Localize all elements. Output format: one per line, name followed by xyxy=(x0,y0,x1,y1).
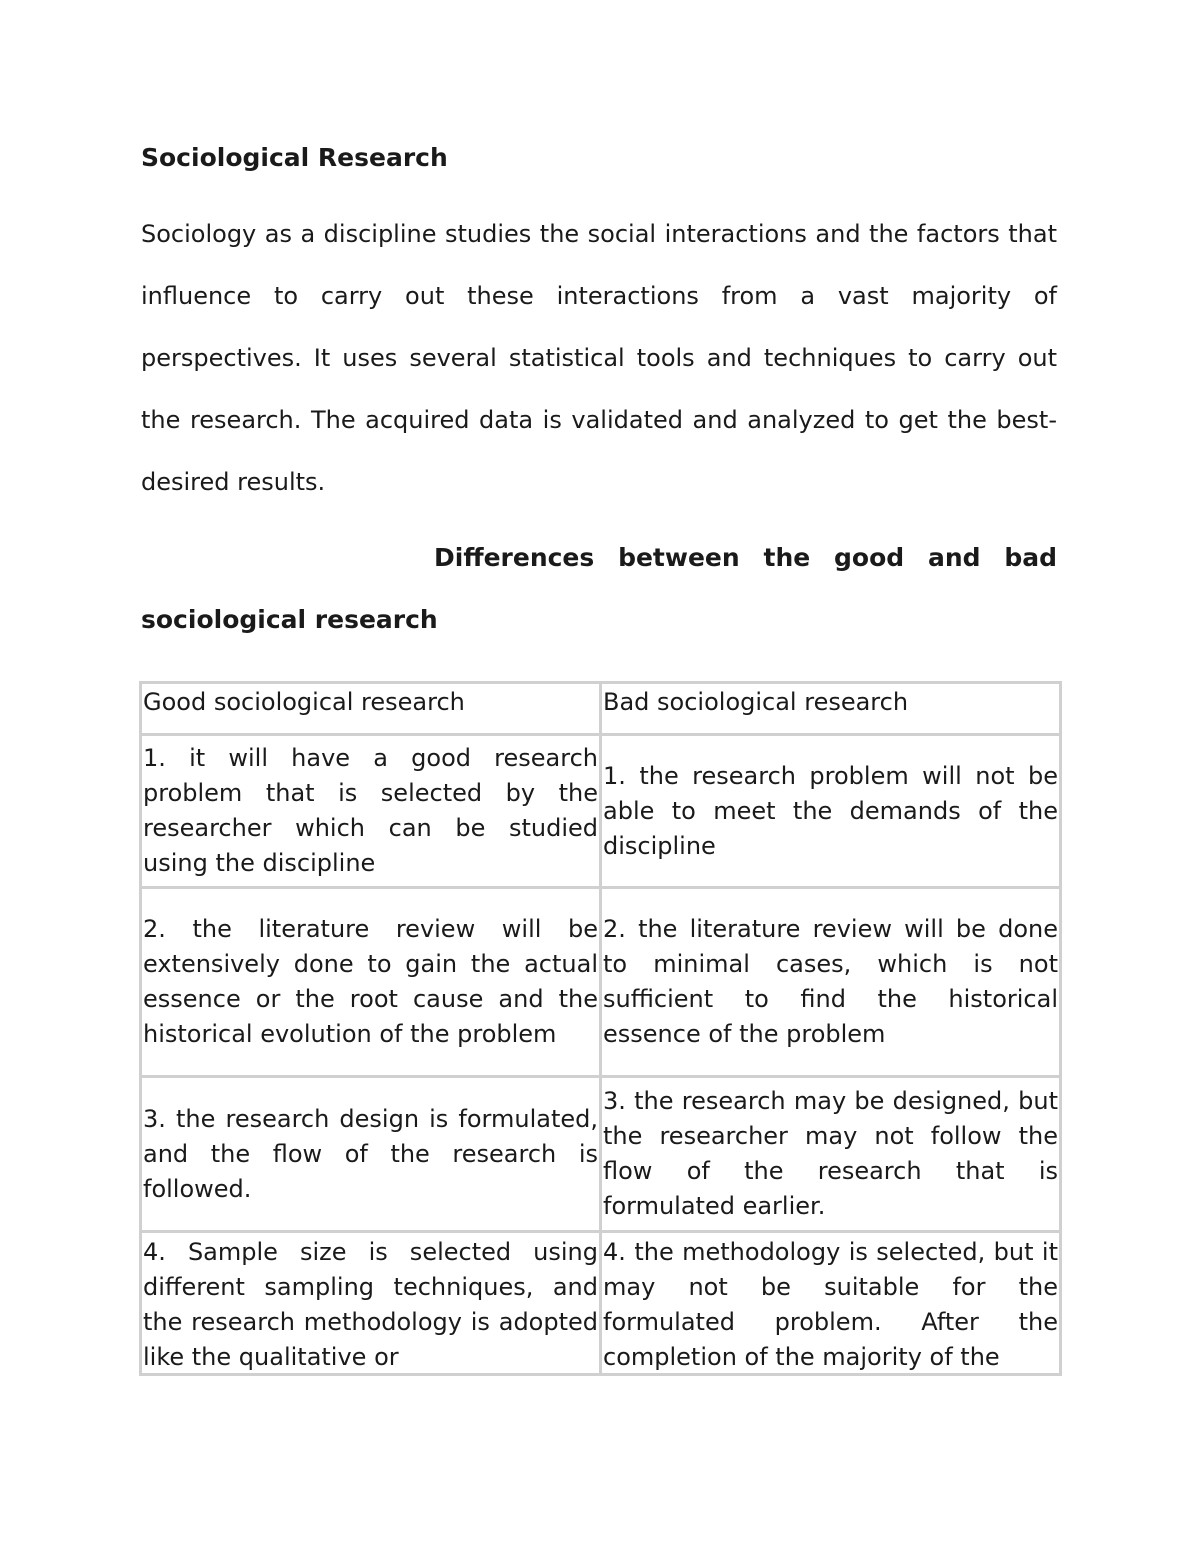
comparison-table xyxy=(139,681,1062,1376)
cell-good-4-text: 4. Sample size is selected using different sampling techniques, and the research methodology is adopted like the qualitative or xyxy=(143,1238,598,1371)
header-good-research: Good sociological research xyxy=(141,683,601,735)
cell-good-1: 1. it will have a good research problem that is selected by the researcher which can be studied using the discipline xyxy=(141,735,601,888)
table-row xyxy=(141,1232,1061,1375)
cell-bad-3: 3. the research may be designed, but the researcher may not follow the flow of the research that is formulated earlier. xyxy=(601,1077,1061,1232)
section-heading-line-2: sociological research xyxy=(141,605,438,634)
cell-bad-1: 1. the research problem will not be able to meet the demands of the discipline xyxy=(601,735,1061,888)
cell-good-4 xyxy=(141,1232,601,1375)
cell-good-2: 2. the literature review will be extensively done to gain the actual essence or the root cause and the historical evolution of the problem xyxy=(141,888,601,1077)
intro-paragraph: Sociology as a discipline studies the social interactions and the factors that influence to carry out these interactions from a vast majority of perspectives. It uses several statistical tools and techniques to carry out the research. The acquired data is validated and analyzed to get the best-desired results. xyxy=(141,220,1057,496)
section-heading-line-1: Differences between the good and bad xyxy=(434,543,1057,572)
table-row xyxy=(141,735,1061,888)
cell-bad-4 xyxy=(601,1232,1061,1375)
table-row xyxy=(141,888,1061,1077)
header-bad-research: Bad sociological research xyxy=(601,683,1061,735)
section-heading xyxy=(141,527,1057,651)
cell-bad-2: 2. the literature review will be done to minimal cases, which is not sufficient to find the historical essence of the problem xyxy=(601,888,1061,1077)
table-row xyxy=(141,1077,1061,1232)
cell-good-3: 3. the research design is formulated, and the flow of the research is followed. xyxy=(141,1077,601,1232)
table-header-row xyxy=(141,683,1061,735)
document-title: Sociological Research xyxy=(141,143,448,172)
cell-bad-4-text: 4. the methodology is selected, but it may not be suitable for the formulated problem. After the completion of the majority of the xyxy=(603,1238,1058,1371)
